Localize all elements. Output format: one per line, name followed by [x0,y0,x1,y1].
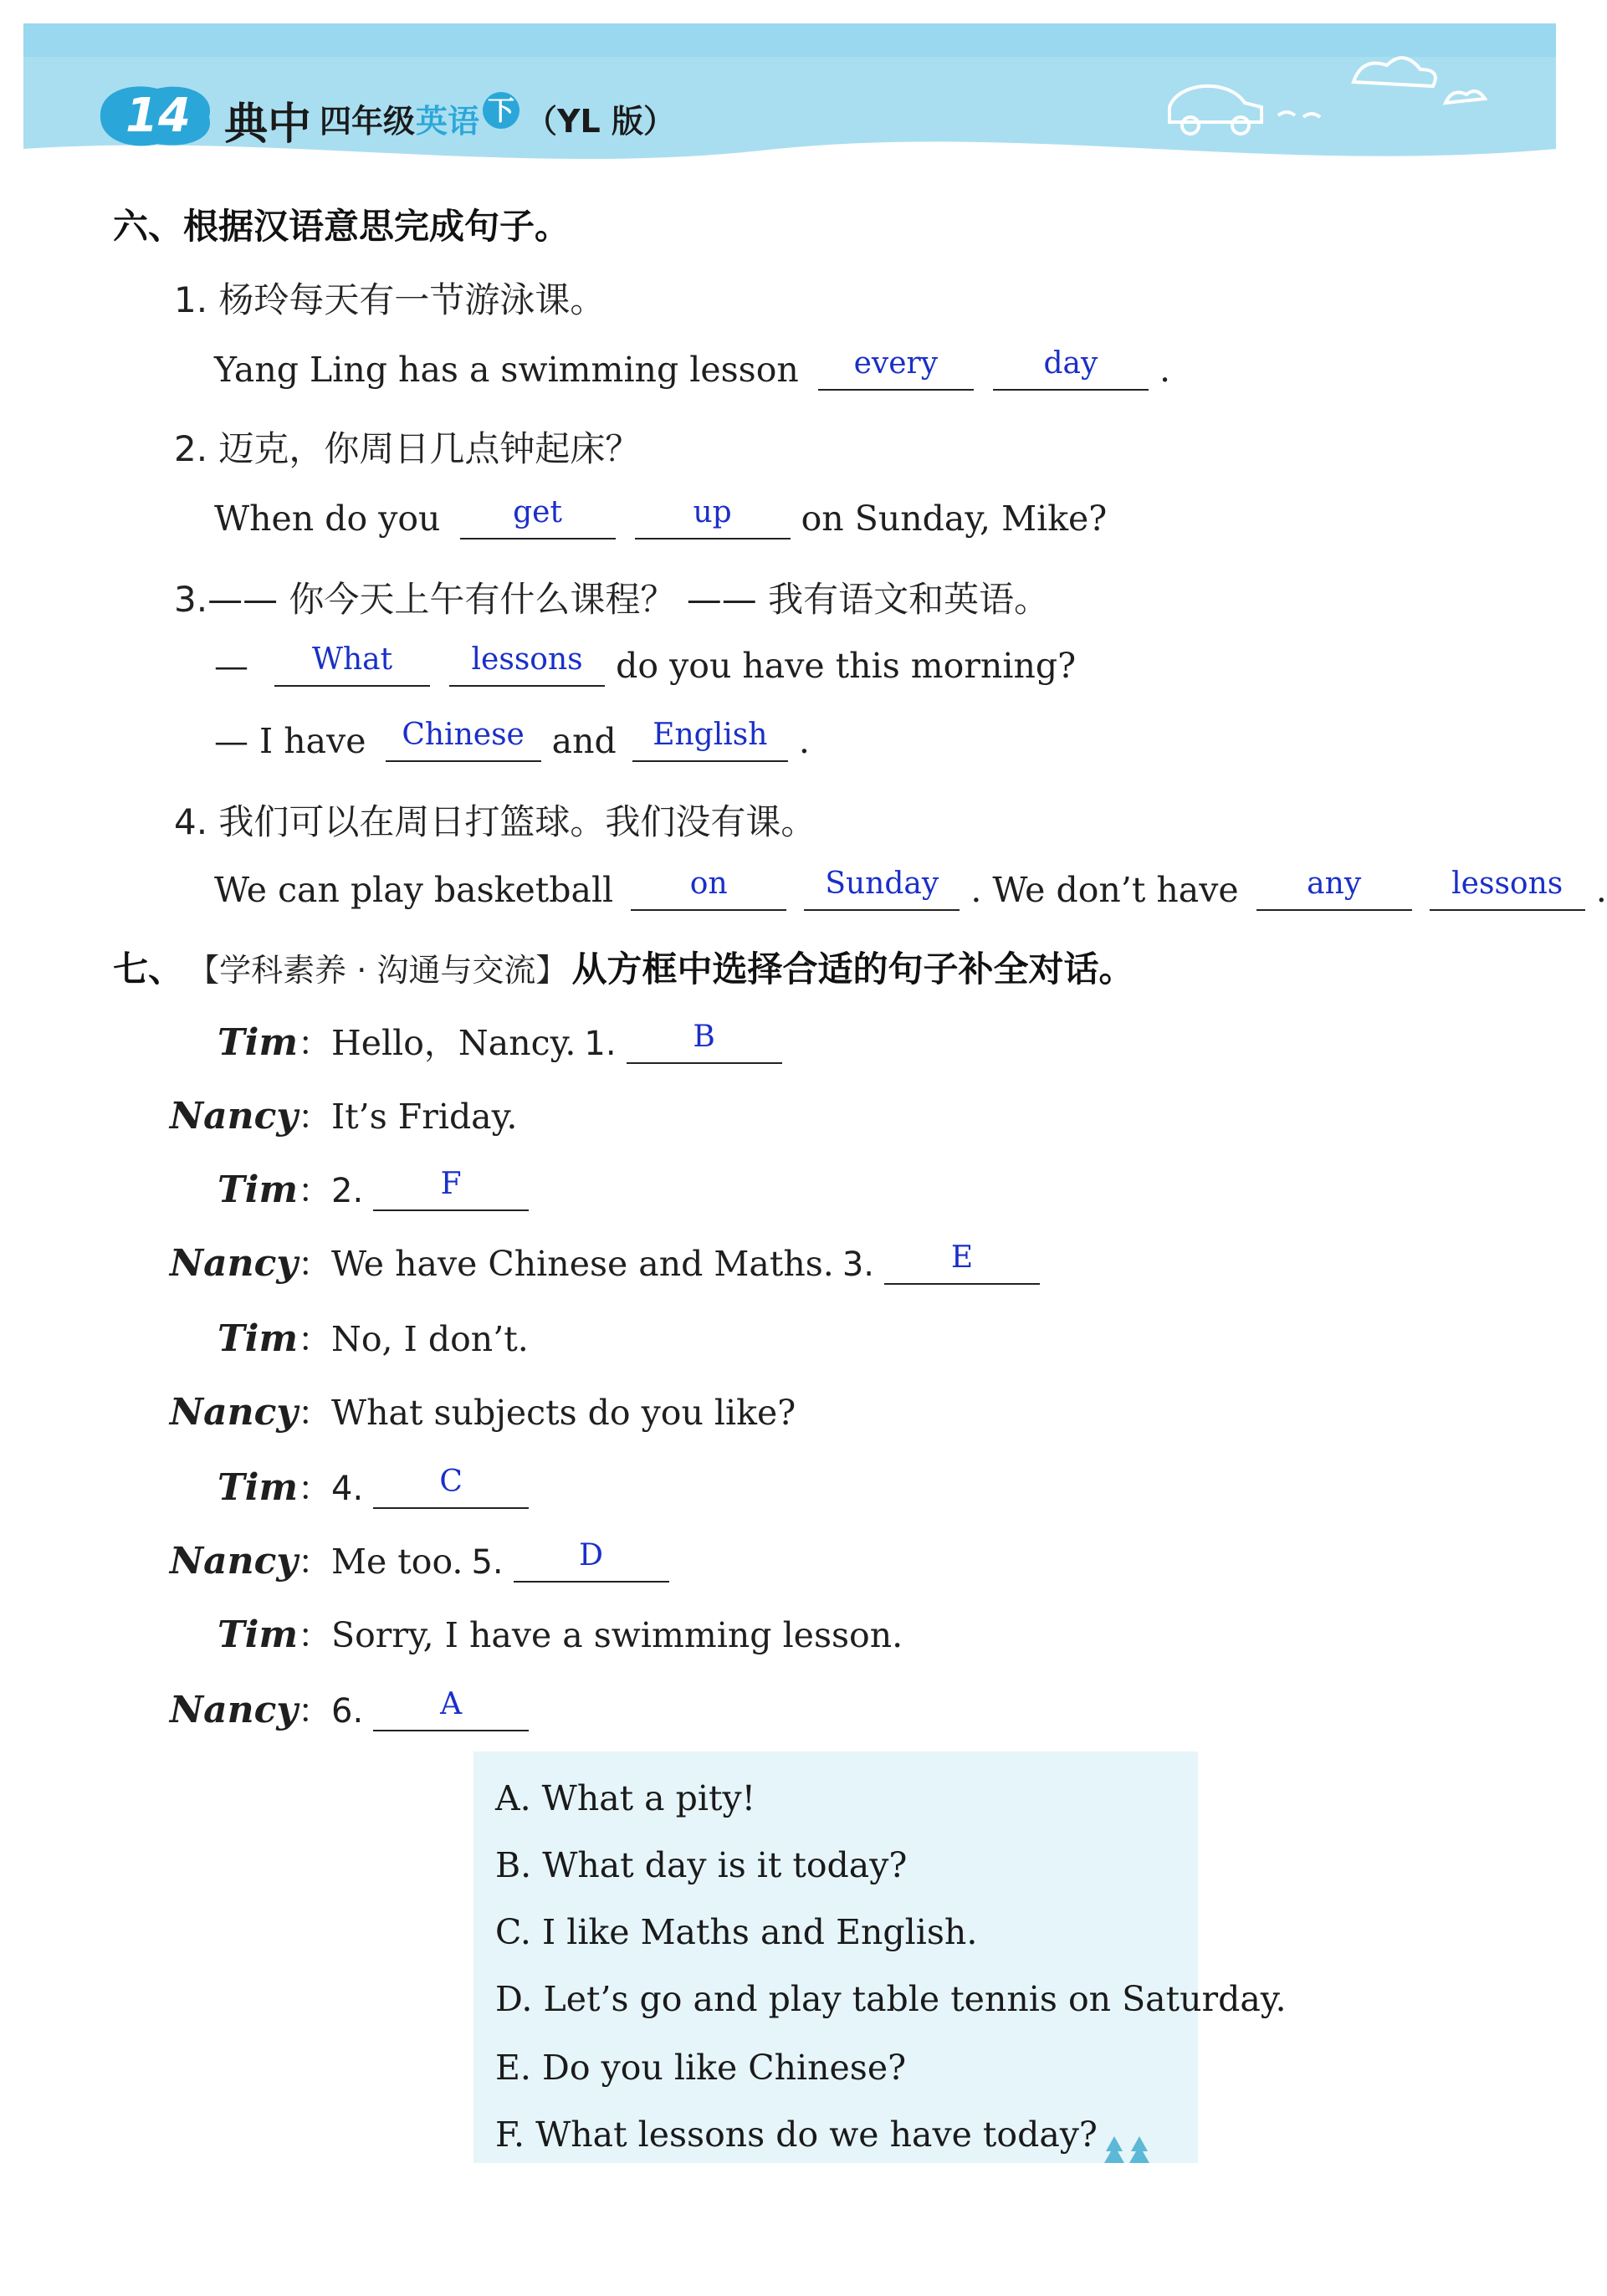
item-2-end: on Sunday, Mike? [801,499,1108,539]
dialogue-line [167,1313,529,1361]
speaker-name: Tim [217,1317,298,1360]
speaker-colon: ： [298,1025,331,1063]
answer-blank[interactable]: B [627,1028,782,1064]
option-item: B. What day is it today? [495,1845,908,1885]
volume-badge: 下 [483,92,519,129]
dialogue-text: It’s Friday. [331,1097,518,1137]
dialogue-text: Hello，Nancy. [331,1023,576,1063]
answer-blank[interactable]: E [884,1249,1040,1285]
dialogue-text: What subjects do you like? [331,1393,796,1433]
option-item: F. What lessons do we have today? [495,2114,1098,2155]
dialogue-text: No, I don’t. [331,1319,529,1359]
speaker-name: Tim [217,1466,298,1509]
dialogue-line [167,1462,529,1510]
item-3-blank-2[interactable]: lessons [449,651,605,687]
item-3-blank-4[interactable]: English [632,726,788,762]
item-4-blank-2[interactable]: Sunday [804,875,960,911]
item-2-prompt: When do you [214,499,441,539]
blank-number: 6. [331,1692,364,1731]
blank-number: 2. [331,1172,364,1210]
dialogue-line [167,1536,669,1583]
item-3-end: . [798,721,810,761]
speaker-name: Nancy [169,1540,298,1583]
speaker-colon: ： [298,1394,331,1433]
item-3-dash: — [214,646,248,686]
item-3-chinese: 3.—— 你今天上午有什么课程？ —— 我有语文和英语。 [174,579,1050,620]
blank-number: 5. [471,1543,504,1582]
section-6-title: 六、根据汉语意思完成句子。 [113,206,571,247]
option-item: E. Do you like Chinese? [495,2048,907,2088]
dialogue-text: Sorry, I have a swimming lesson. [331,1615,903,1655]
item-1-english [214,346,1170,391]
speaker-colon: ： [298,1692,331,1731]
section-7-title [113,942,1134,992]
speaker-name: Nancy [169,1689,298,1731]
item-1-end: . [1159,350,1170,390]
item-3-line-2-prefix: — I have [214,721,366,761]
blank-number: 1. [584,1025,617,1063]
speaker-colon: ： [298,1617,331,1655]
dialogue-text: Me too. [331,1542,463,1582]
option-item: D. Let’s go and play table tennis on Saturday. [495,1979,1287,2019]
item-2-chinese: 2. 迈克，你周日几点钟起床？ [174,428,641,469]
item-3-and: and [551,721,617,761]
blank-number: 3. [842,1245,874,1284]
section-7-instruction: 从方框中选择合适的句子补全对话。 [571,949,1134,989]
dialogue-line [167,1164,529,1212]
item-3-blank-3[interactable]: Chinese [386,726,541,762]
edition-label: （YL 版） [525,103,675,140]
item-4-end: . [1595,870,1607,910]
item-3-blank-1[interactable]: What [274,651,430,687]
speaker-colon: ： [298,1098,331,1137]
item-1-blank-1[interactable]: every [818,355,974,391]
item-1-prompt: Yang Ling has a swimming lesson [214,350,799,390]
item-3-line-1-rest: do you have this morning? [616,646,1077,686]
brand-logo: 典中 [224,100,312,150]
page-number: 14 [125,89,191,143]
speaker-colon: ： [298,1245,331,1284]
speaker-colon: ： [298,1172,331,1210]
item-4-blank-4[interactable]: lessons [1430,875,1585,911]
speaker-name: Tim [217,1613,298,1656]
item-4-prompt: We can play basketball [214,870,614,910]
item-1-blank-2[interactable]: day [993,355,1149,391]
item-4-blank-1[interactable]: on [631,875,786,911]
speaker-name: Nancy [169,1095,298,1138]
dialogue-line [167,1387,796,1434]
grade-label: 四年级 [320,103,416,140]
item-2-blank-2[interactable]: up [635,504,791,539]
item-2-english [214,495,1108,539]
answer-blank[interactable]: D [514,1547,669,1583]
option-item: A. What a pity! [495,1778,756,1818]
item-4-english [214,867,1607,911]
speaker-name: Nancy [169,1391,298,1434]
speaker-name: Tim [217,1021,298,1064]
dialogue-line [167,1015,782,1065]
speaker-name: Nancy [169,1242,298,1285]
section-7-number: 七、 [113,949,184,989]
item-1-chinese: 1. 杨玲每天有一节游泳课。 [174,279,606,320]
speaker-colon: ： [298,1470,331,1508]
speaker-name: Tim [217,1168,298,1211]
dialogue-line [167,1609,903,1657]
subject-label: 英语 [416,103,480,140]
answer-blank[interactable]: A [373,1695,529,1731]
dialogue-line [167,1238,1040,1286]
item-3-line-1 [214,642,1077,687]
dialogue-line [167,1685,529,1732]
item-4-blank-3[interactable]: any [1256,875,1412,911]
speaker-colon: ： [298,1543,331,1582]
dialogue-line [167,1091,517,1138]
section-7-tag: 【学科素养 · 沟通与交流】 [187,952,568,989]
dialogue-text: We have Chinese and Maths. [331,1244,834,1284]
answer-blank[interactable]: F [373,1175,529,1211]
answer-blank[interactable]: C [373,1473,529,1509]
item-2-blank-1[interactable]: get [460,504,616,539]
speaker-colon: ： [298,1321,331,1359]
item-4-mid: . We don’t have [970,870,1239,910]
tree-icon [1103,2135,1153,2168]
option-item: C. I like Maths and English. [495,1912,978,1952]
item-4-chinese: 4. 我们可以在周日打篮球。我们没有课。 [174,801,816,842]
item-3-line-2 [214,718,810,762]
blank-number: 4. [331,1470,364,1508]
